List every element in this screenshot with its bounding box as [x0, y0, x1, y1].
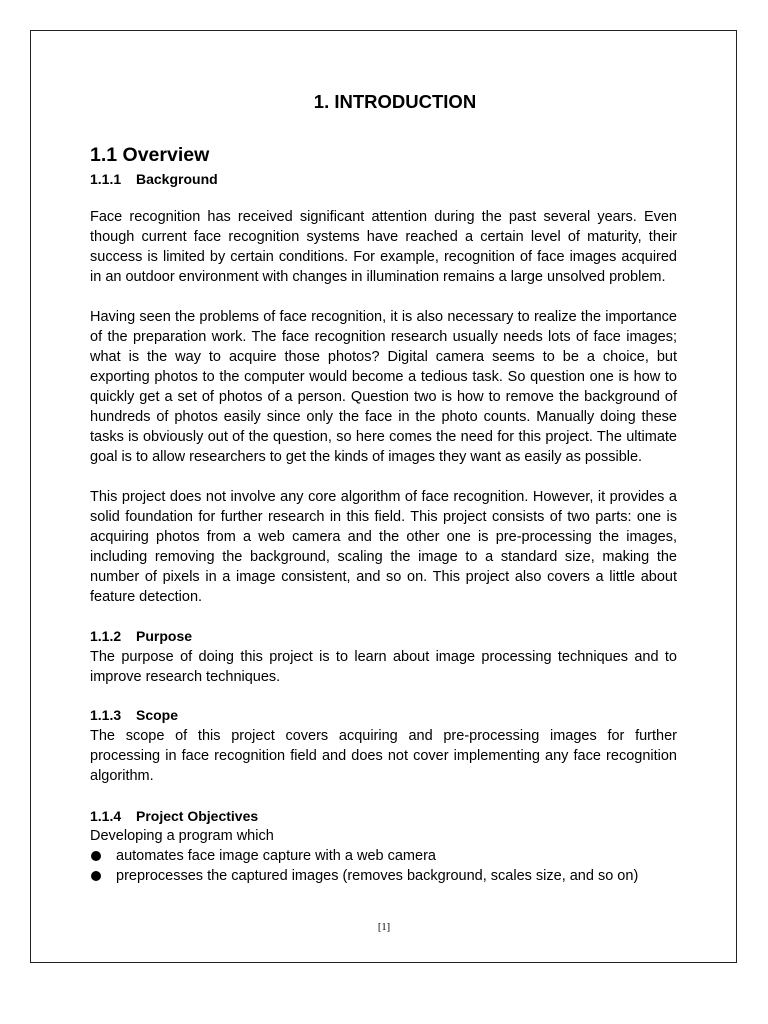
subsection-heading-purpose: [90, 626, 192, 646]
purpose-paragraph: The purpose of doing this project is to learn about image processing techniques and to improve research techniques.: [90, 649, 677, 685]
list-item-text: preprocesses the captured images (removes background, scales size, and so on): [116, 868, 639, 884]
subsection-title: Background: [136, 171, 218, 187]
document-title: 1. INTRODUCTION: [313, 91, 477, 112]
subsection-heading-background: [90, 169, 218, 189]
scope-paragraph: The scope of this project covers acquiring and pre-processing images for further processing in face recognition field and does not cover implementing any face recognition algorithm.: [90, 728, 677, 784]
subsection-heading-scope: [90, 705, 178, 725]
list-item: [90, 846, 638, 866]
list-item: [90, 866, 638, 886]
subsection-number: 1.1.2: [90, 628, 122, 644]
objectives-list: [90, 846, 638, 886]
page-number: [1]: [377, 922, 391, 933]
section-heading-overview: 1.1 Overview: [90, 144, 210, 166]
subsection-number: 1.1.4: [90, 808, 122, 824]
background-paragraph-1: Face recognition has received significant attention during the past several years. Even though current face recognition systems have reached a certain level of maturity, their success is limited by certain conditions. For example, recognition of face images acquired in an outdoor environment with changes in illumination remains a large unsolved problem.: [90, 209, 677, 285]
background-paragraph-3: This project does not involve any core algorithm of face recognition. However, it provides a solid foundation for further research in this field. This project consists of two parts: one is acquiring photos from a web camera and the other one is pre-processing the images, including removing the background, scaling the image to a standard size, making the number of pixels in a image consistent, and so on. This project also covers a little about feature detection.: [90, 489, 677, 605]
subsection-title: Purpose: [136, 628, 193, 644]
objectives-intro: Developing a program which: [90, 828, 274, 844]
bullet-icon: [91, 871, 101, 881]
list-item-text: automates face image capture with a web camera: [116, 848, 436, 864]
subsection-number: 1.1.1: [90, 171, 122, 187]
background-paragraph-2: Having seen the problems of face recognition, it is also necessary to realize the importance of the preparation work. The face recognition research usually needs lots of face images; what is the way to acquire those photos? Digital camera seems to be a choice, but exporting photos to the computer would become a tedious task. So question one is how to quickly get a set of photos of a person. Question two is how to remove the background of hundreds of photos easily since only the face in the photo counts. Manually doing these tasks is obviously out of the question, so here comes the need for this project. The ultimate goal is to allow researchers to get the kinds of images they want as easily as possible.: [90, 309, 677, 465]
subsection-title: Scope: [136, 707, 179, 723]
subsection-heading-objectives: [90, 806, 258, 826]
bullet-icon: [91, 851, 101, 861]
subsection-number: 1.1.3: [90, 707, 122, 723]
subsection-title: Project Objectives: [136, 808, 259, 824]
